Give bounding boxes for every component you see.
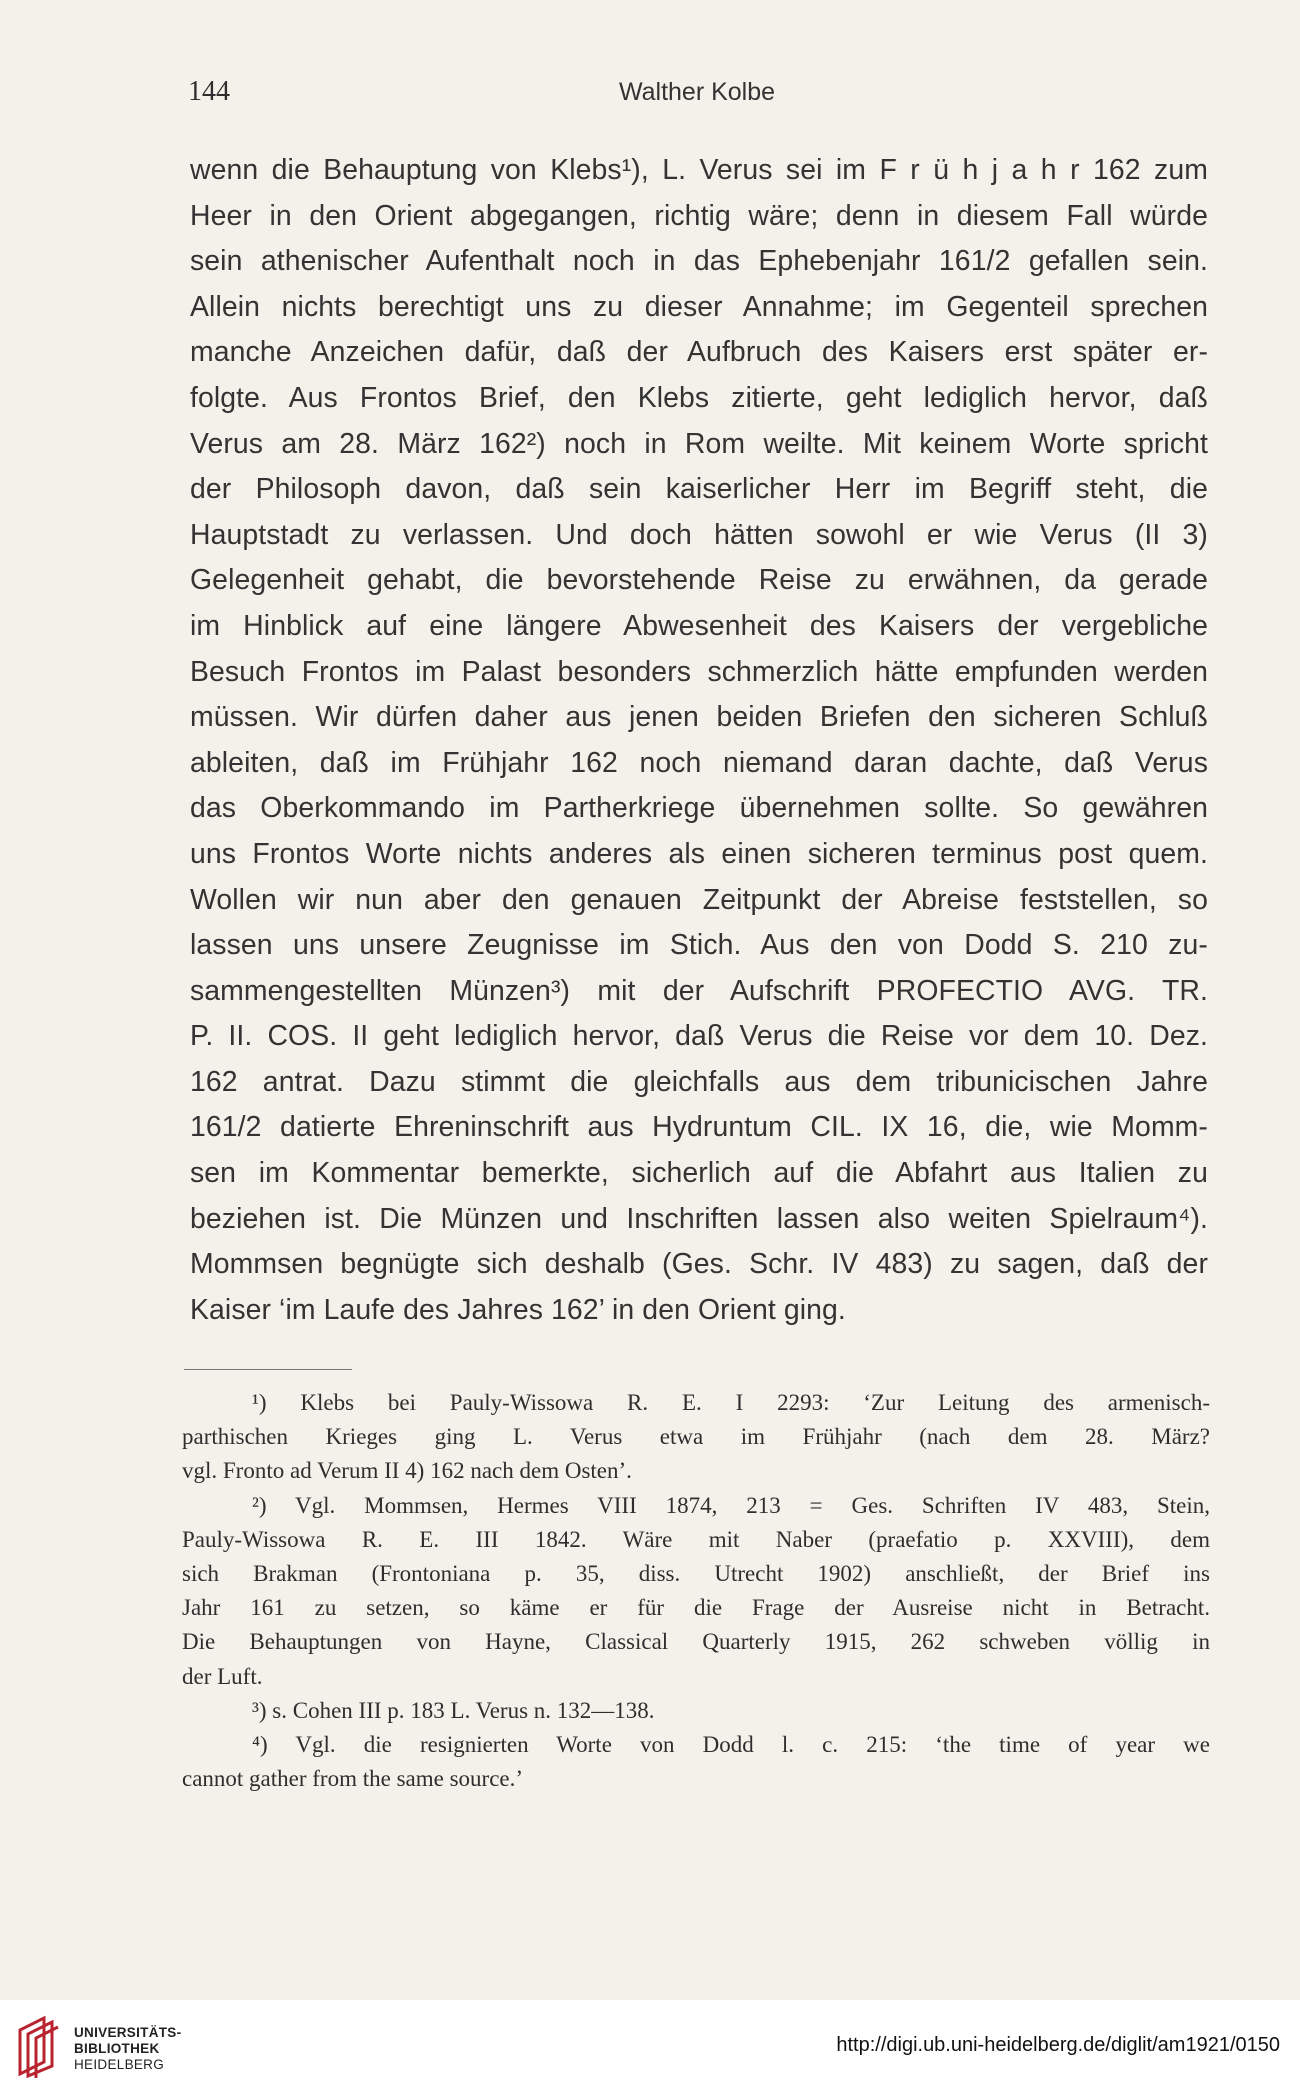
text-line: sein athenischer Aufenthalt noch in das Ephebenjahr 161/2 gefallen sein. (190, 245, 1208, 278)
library-footer (0, 2000, 1300, 2096)
text-line: Gelegenheit gehabt, die bevorstehende Reise zu erwähnen, da gerade (190, 564, 1208, 597)
footnote-line: parthischen Krieges ging L. Verus etwa im Frühjahr (nach dem 28. März? (182, 1424, 1210, 1450)
source-url-link[interactable]: http://digi.ub.uni-heidelberg.de/diglit/am1921/0150 (836, 2034, 1280, 2056)
text-line: das Oberkommando im Partherkriege übernehmen sollte. So gewähren (190, 792, 1208, 825)
library-name-line: HEIDELBERG (74, 2057, 165, 2072)
text-line: 161/2 datierte Ehreninschrift aus Hydruntum CIL. IX 16, die, wie Momm- (190, 1111, 1208, 1144)
footnote-line: sich Brakman (Frontoniana p. 35, diss. Utrecht 1902) anschließt, der Brief ins (182, 1560, 1210, 1586)
text-line: Verus am 28. März 162²) noch in Rom weilte. Mit keinem Worte spricht (190, 427, 1208, 460)
text-line: lassen uns unsere Zeugnisse im Stich. Aus den von Dodd S. 210 zu- (190, 929, 1208, 962)
text-line: im Hinblick auf eine längere Abwesenheit des Kaisers der vergebliche (190, 609, 1208, 642)
library-name-line: BIBLIOTHEK (74, 2041, 160, 2056)
text-line: Wollen wir nun aber den genauen Zeitpunkt der Abreise feststellen, so (190, 883, 1208, 916)
running-head: Walther Kolbe (618, 78, 776, 106)
text-line: der Philosoph davon, daß sein kaiserlicher Herr im Begriff steht, die (190, 473, 1208, 506)
text-line: ableiten, daß im Frühjahr 162 noch niemand daran dachte, daß Verus (190, 746, 1208, 779)
text-line: sammengestellten Münzen³) mit der Aufschrift PROFECTIO AVG. TR. (190, 974, 1208, 1007)
text-line: Besuch Frontos im Palast besonders schmerzlich hätte empfunden werden (190, 655, 1208, 688)
text-line: Heer in den Orient abgegangen, richtig wäre; denn in diesem Fall würde (190, 199, 1208, 232)
main-text (190, 148, 1208, 1333)
text-line: müssen. Wir dürfen daher aus jenen beiden Briefen den sicheren Schluß (190, 701, 1208, 734)
footnote-divider (184, 1369, 352, 1370)
footnote-line: Jahr 161 zu setzen, so käme er für die Frage der Ausreise nicht in Betracht. (182, 1595, 1210, 1621)
footnote-line: ²) Vgl. Mommsen, Hermes VIII 1874, 213 = Ges. Schriften IV 483, Stein, (252, 1492, 1210, 1518)
text-line: sen im Kommentar bemerkte, sicherlich auf die Abfahrt aus Italien zu (190, 1157, 1208, 1190)
text-line: beziehen ist. Die Münzen und Inschriften lassen also weiten Spielraum⁴). (190, 1202, 1208, 1235)
footnote-line: der Luft. (182, 1663, 263, 1689)
footnote-line: cannot gather from the same source.’ (182, 1766, 524, 1792)
library-name-line: UNIVERSITÄTS- (74, 2025, 182, 2040)
page-number: 144 (188, 76, 230, 107)
text-line: manche Anzeichen dafür, daß der Aufbruch des Kaisers erst später er- (190, 336, 1208, 369)
text-line: uns Frontos Worte nichts anderes als einen sicheren terminus post quem. (190, 837, 1208, 870)
footnote-line: Die Behauptungen von Hayne, Classical Quarterly 1915, 262 schweben völlig in (182, 1629, 1210, 1655)
footnote-line: ³) s. Cohen III p. 183 L. Verus n. 132—138. (252, 1697, 655, 1723)
text-line: Mommsen begnügte sich deshalb (Ges. Schr. IV 483) zu sagen, daß der (190, 1248, 1208, 1281)
text-line: wenn die Behauptung von Klebs¹), L. Verus sei im F r ü h j a h r 162 zum (190, 154, 1208, 186)
footnotes (182, 1386, 1210, 1796)
page-header (182, 76, 1212, 116)
text-line: P. II. COS. II geht lediglich hervor, daß Verus die Reise vor dem 10. Dez. (190, 1020, 1208, 1053)
text-line: Allein nichts berechtigt uns zu dieser Annahme; im Gegenteil sprechen (190, 290, 1208, 323)
text-line: Hauptstadt zu verlassen. Und doch hätten sowohl er wie Verus (II 3) (190, 518, 1208, 551)
library-logo-icon (14, 2014, 62, 2080)
footnote-line: vgl. Fronto ad Verum II 4) 162 nach dem Osten’. (182, 1458, 632, 1484)
footnote-line: ⁴) Vgl. die resignierten Worte von Dodd l. c. 215: ‘the time of year we (252, 1731, 1210, 1757)
footnote-line: Pauly-Wissowa R. E. III 1842. Wäre mit Naber (praefatio p. XXVIII), dem (182, 1526, 1210, 1552)
library-name (74, 2025, 181, 2073)
text-line: 162 antrat. Dazu stimmt die gleichfalls aus dem tribunicischen Jahre (190, 1065, 1208, 1098)
footnote-line: ¹) Klebs bei Pauly-Wissowa R. E. I 2293: ‘Zur Leitung des armenisch- (252, 1390, 1210, 1415)
text-line: Kaiser ‘im Laufe des Jahres 162’ in den Orient ging. (190, 1293, 846, 1326)
text-line: folgte. Aus Frontos Brief, den Klebs zitierte, geht lediglich hervor, daß (190, 381, 1208, 414)
